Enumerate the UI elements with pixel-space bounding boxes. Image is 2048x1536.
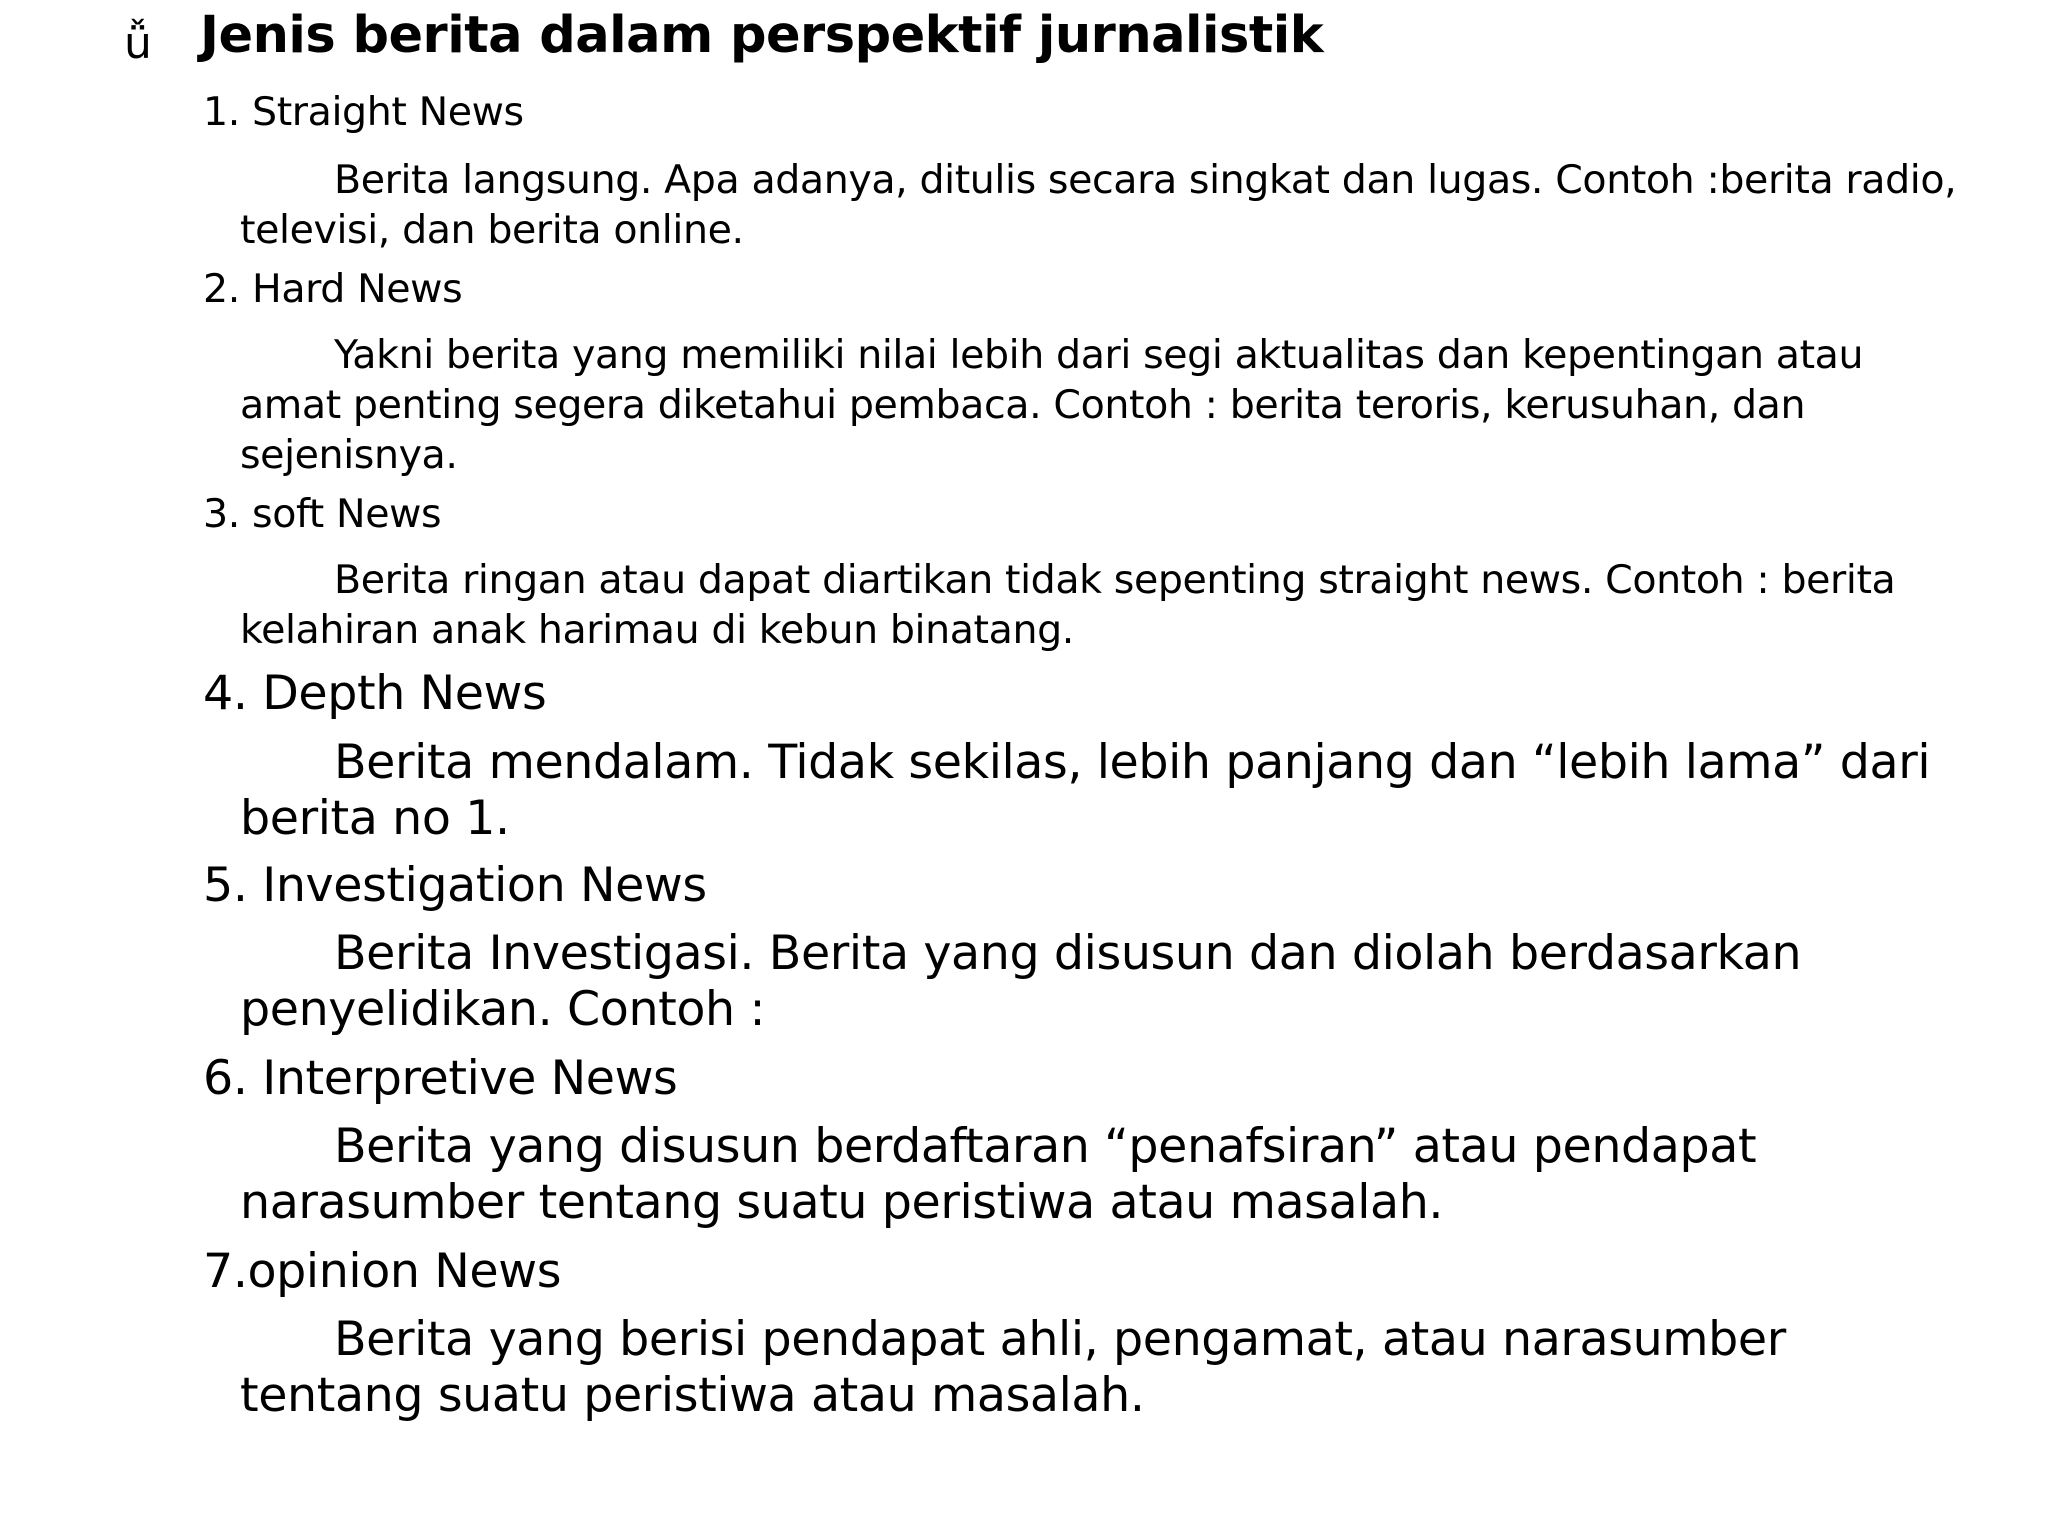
item-body-soft-news: Berita ringan atau dapat diartikan tidak sepenting straight news. Contoh : berita kelahiran anak harimau di kebun binatang. xyxy=(240,557,1896,653)
item-heading-straight-news: 1. Straight News xyxy=(203,89,524,135)
item-body-investigation-news: Berita Investigasi. Berita yang disusun dan diolah berdasarkan penyelidikan. Contoh : xyxy=(240,926,1802,1037)
item-heading-hard-news: 2. Hard News xyxy=(203,266,463,312)
item-heading-soft-news: 3. soft News xyxy=(203,491,442,537)
item-heading-depth-news: 4. Depth News xyxy=(203,666,547,721)
item-body-straight-news: Berita langsung. Apa adanya, ditulis secara singkat dan lugas. Contoh :berita radio, televisi, dan berita online. xyxy=(240,157,1957,253)
item-body-opinion-news: Berita yang berisi pendapat ahli, pengamat, atau narasumber tentang suatu peristiwa atau masalah. xyxy=(240,1312,1786,1423)
item-body-interpretive-news: Berita yang disusun berdaftaran “penafsiran” atau pendapat narasumber tentang suatu peristiwa atau masalah. xyxy=(240,1119,1757,1230)
item-body-hard-news: Yakni berita yang memiliki nilai lebih dari segi aktualitas dan kepentingan atau amat penting segera diketahui pembaca. Contoh : berita teroris, kerusuhan, dan sejenisnya. xyxy=(240,332,1864,478)
item-heading-investigation-news: 5. Investigation News xyxy=(203,858,707,913)
slide-title: Jenis berita dalam perspektif jurnalistik xyxy=(200,6,1324,65)
checkmark-bullet-icon: ǚ xyxy=(124,18,152,69)
item-heading-opinion-news: 7.opinion News xyxy=(203,1244,562,1299)
item-heading-interpretive-news: 6. Interpretive News xyxy=(203,1051,678,1106)
item-body-depth-news: Berita mendalam. Tidak sekilas, lebih panjang dan “lebih lama” dari berita no 1. xyxy=(240,735,1931,846)
